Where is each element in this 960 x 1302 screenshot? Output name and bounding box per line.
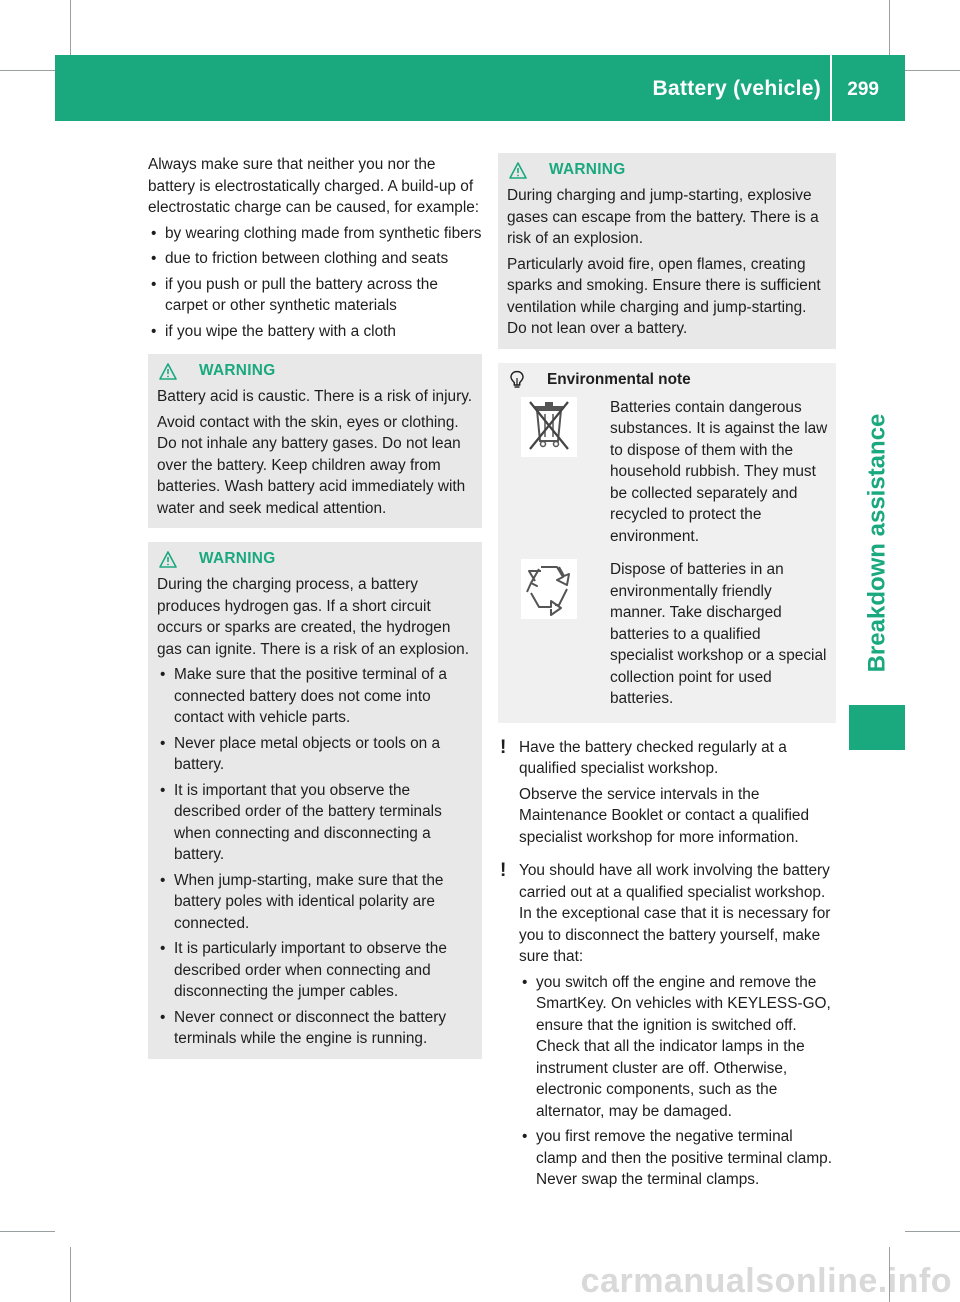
recycling-icon (521, 559, 577, 619)
watermark: carmanualsonline.info (580, 1262, 952, 1300)
note-inspection (498, 737, 836, 849)
warning-heading (159, 360, 474, 382)
env-row (507, 397, 828, 552)
page-header (55, 55, 905, 121)
env-heading (509, 369, 828, 391)
exclamation-icon: ! (500, 736, 507, 758)
warning-label: WARNING (549, 161, 626, 179)
warning-text: During the charging process, a battery produces hydrogen gas. If a short circuit occurs or sparks are created, the hydrogen gas can ignite. There is a risk of an explosion. (157, 576, 469, 658)
warning-triangle-icon (159, 363, 177, 380)
note-bullet-list (519, 972, 836, 1191)
list-item: • you switch off the engine and remove the SmartKey. On vehicles with KEYLESS-GO, ensure that the ignition is switched off. Check that all the indicator lamps in the instrument cluster are off. Otherwise, electronic components, such as the alternator, may be damaged. (519, 972, 836, 1123)
intro-paragraph: Always make sure that neither you nor the battery is electrostatically charged. A build-up of electrostatic charge can be caused, for example: (148, 156, 480, 216)
side-tab-label: Breakdown assistance (863, 413, 891, 673)
warning-label: WARNING (199, 362, 276, 380)
crossed-out-bin-icon (521, 397, 577, 457)
env-pic (507, 559, 610, 714)
exclamation-icon: ! (500, 860, 507, 881)
left-column (148, 154, 482, 1059)
list-item: • It is particularly important to observe the described order when connecting and disconnecting the jumper cables. (157, 938, 474, 1003)
warning-triangle-icon (159, 551, 177, 568)
lightbulb-icon (509, 370, 525, 390)
side-tab-marker (849, 705, 905, 750)
warning-text: Battery acid is caustic. There is a risk of injury. (157, 388, 473, 405)
list-item: • you first remove the negative terminal clamp and then the positive terminal clamp. Never swap the terminal clamps. (519, 1126, 836, 1191)
crop-mark (905, 70, 960, 71)
env-label: Environmental note (547, 370, 691, 388)
note-text: You should have all work involving the battery carried out at a qualified specialist workshop. In the exceptional case that it is necessary for you to disconnect the battery yourself, make sure that: (519, 862, 831, 965)
list-item: • When jump-starting, make sure that the battery poles with identical polarity are connected. (157, 870, 474, 935)
environmental-note-box (498, 363, 836, 723)
page-title: Battery (vehicle) (652, 77, 821, 100)
page-number: 299 (847, 79, 879, 100)
env-pic (507, 397, 610, 552)
list-item: • Never place metal objects or tools on a battery. (157, 733, 474, 776)
list-item: • Never connect or disconnect the battery terminals while the engine is running. (157, 1007, 474, 1050)
note-text: Observe the service intervals in the Maintenance Booklet or contact a qualified specialist workshop for more information. (519, 785, 810, 846)
side-tab (849, 121, 905, 705)
right-column (498, 154, 836, 1203)
list-item: • Make sure that the positive terminal of a connected battery does not come into contact with vehicle parts. (157, 664, 474, 729)
note-disconnect (498, 860, 836, 1191)
warning-heading (159, 548, 474, 570)
crop-mark (889, 0, 890, 55)
warning-box-acid (148, 354, 482, 528)
crop-mark (70, 0, 71, 55)
warning-heading (509, 159, 828, 181)
warning-bullet-list (157, 664, 474, 1050)
list-item: • if you push or pull the battery across the carpet or other synthetic materials (148, 274, 482, 317)
warning-box-hydrogen (148, 542, 482, 1059)
warning-text: During charging and jump-starting, explosive gases can escape from the battery. There is a risk of an explosion. (507, 187, 819, 247)
crop-mark (70, 1247, 71, 1302)
crop-mark (0, 70, 55, 71)
list-item: • if you wipe the battery with a cloth (148, 321, 482, 343)
env-text: Dispose of batteries in an environmentally friendly manner. Take discharged batteries to a qualified specialist workshop or a special collection point for used batteries. (610, 561, 827, 707)
intro-bullet-list (148, 223, 482, 343)
env-text: Batteries contain dangerous substances. It is against the law to dispose of them with the household rubbish. They must be collected separately and recycled to protect the environment. (610, 398, 828, 545)
warning-text: Particularly avoid fire, open flames, creating sparks and smoking. Ensure there is sufficient ventilation while charging and jump-starting. Do not lean over a battery. (507, 255, 821, 337)
header-divider (830, 55, 832, 121)
env-row (507, 559, 828, 714)
list-item: • due to friction between clothing and seats (148, 248, 482, 270)
crop-mark (0, 1231, 55, 1232)
crop-mark (905, 1231, 960, 1232)
list-item: • by wearing clothing made from synthetic fibers (148, 223, 482, 245)
warning-box-explosive (498, 153, 836, 349)
note-text: Have the battery checked regularly at a qualified specialist workshop. (519, 738, 787, 777)
list-item: • It is important that you observe the described order of the battery terminals when connecting and disconnecting a battery. (157, 780, 474, 866)
warning-text: Avoid contact with the skin, eyes or clothing. Do not inhale any battery gases. Do not lean over the battery. Keep children away from batteries. Wash battery acid immediately with water and seek medical attention. (157, 413, 466, 517)
warning-triangle-icon (509, 162, 527, 179)
warning-label: WARNING (199, 550, 276, 568)
